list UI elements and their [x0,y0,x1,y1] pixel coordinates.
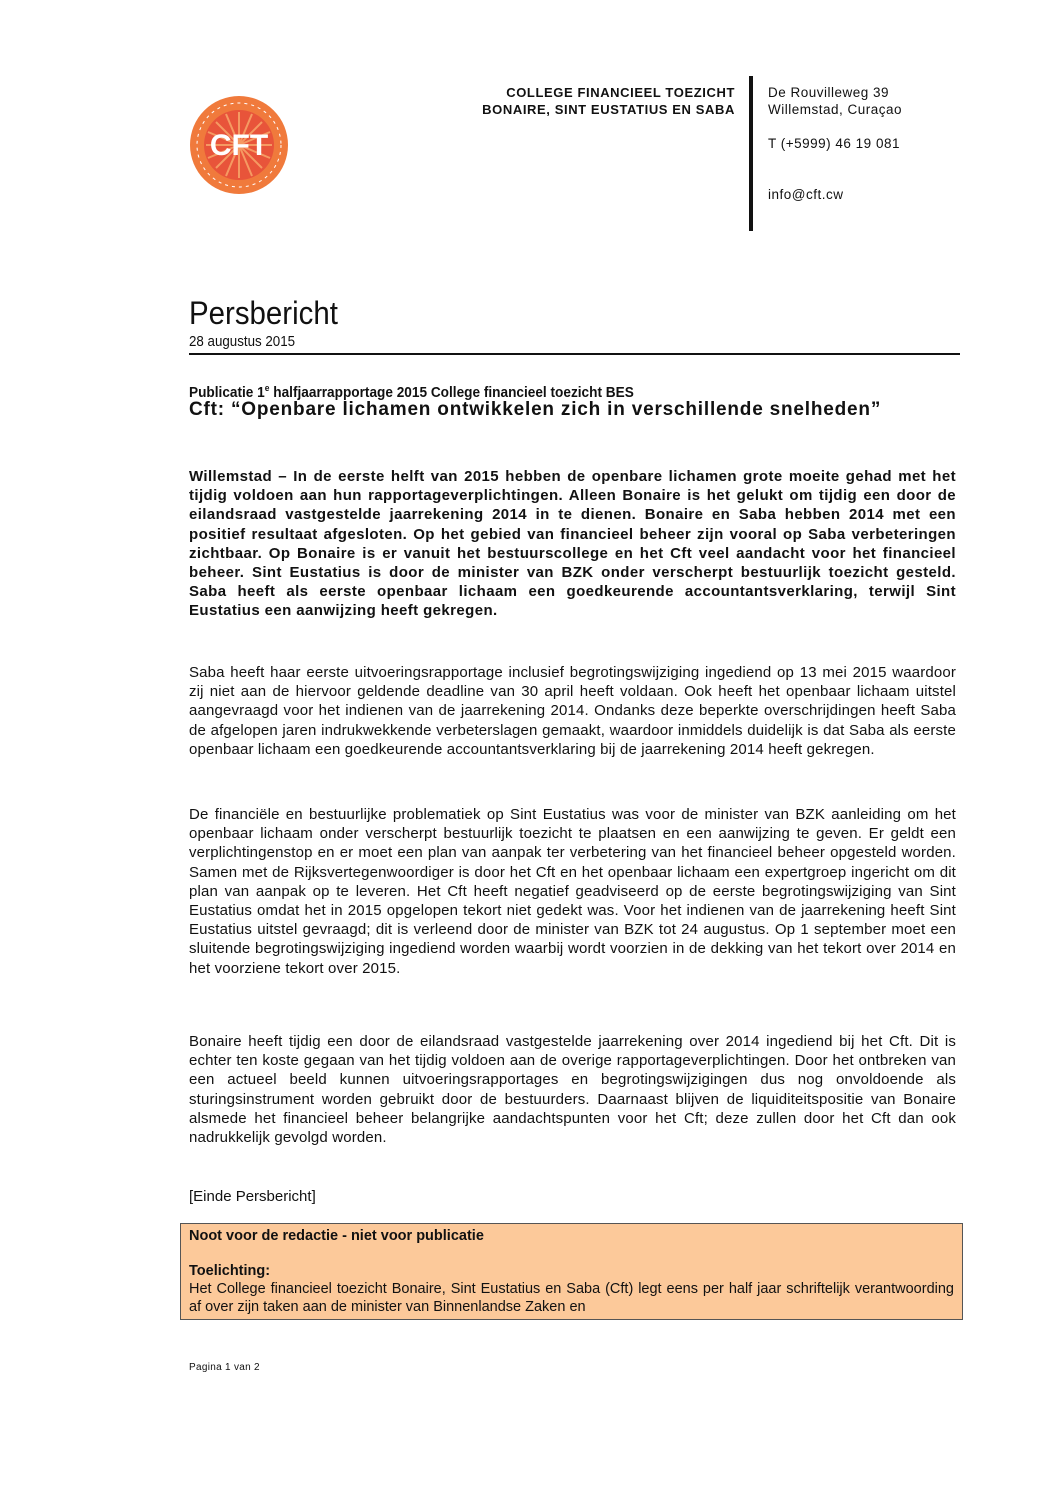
note-title: Noot voor de redactie - niet voor publicatie [189,1228,484,1244]
organization-line-2: BONAIRE, SINT EUSTATIUS EN SABA [482,102,735,117]
publication-prefix: Publicatie 1 [189,384,265,401]
publication-superscript: e [264,383,270,393]
title-rule [189,353,960,355]
lead-paragraph: Willemstad – In de eerste helft van 2015 hebben de openbare lichamen grote moeite gehad met het tijdig voldoen aan hun rapportageverplichtingen. Alleen Bonaire is het gelukt om tijdig een door de eilandsraad vastgestelde jaarrekening 2014 in te dienen. Bonaire en Saba hebben 2014 met een positief resultaat afgesloten. Op het gebied van financieel beheer zijn vooral op Saba verbeteringen zichtbaar. Op Bonaire is er vanuit het bestuurscollege en het Cft veel aandacht voor het financieel beheer. Sint Eustatius is door de minister van BZK onder verscherpt bestuurlijk toezicht gesteld. Saba heeft als eerste openbaar lichaam een goedkeurende accountantsverklaring, terwijl Sint Eustatius een aanwijzing heeft gekregen. [189,468,956,620]
address-line-1: De Rouvilleweg 39 [768,85,890,100]
address-line-2: Willemstad, Curaçao [768,102,903,117]
logo-text: CFT [209,129,269,162]
cft-logo [189,95,289,195]
body-paragraph-bonaire: Bonaire heeft tijdig een door de eilandsraad vastgestelde jaarrekening over 2014 ingediend bij het Cft. Dit is echter ten koste gegaan van het tijdig voldoen aan de overige rapportageverplichtingen. Door het ontbreken van een actueel beeld kunnen uitvoeringsrapportages en begrotingswijzigingen dus nog onvoldoende als sturingsinstrument worden gebruikt door de bestuurders. Daarnaast blijven de liquiditeitspositie van Bonaire alsmede het financieel beheer belangrijke aandachtspunten voor het Cft; deze zullen door het Cft dan ook nadrukkelijk gevolgd worden. [189,1033,956,1147]
email-address[interactable]: info@cft.cw [768,187,844,202]
contact-block [768,84,902,203]
end-marker: [Einde Persbericht] [189,1188,316,1205]
header-divider [749,76,753,231]
editor-note-box [180,1223,963,1320]
note-subtitle: Toelichting: [189,1263,271,1279]
note-body: Het College financieel toezicht Bonaire, Sint Eustatius en Saba (Cft) legt eens per half jaar schriftelijk verantwoording af over zijn taken aan de minister van Binnenlandse Zaken en [189,1281,954,1315]
document-title: Persbericht [189,295,338,331]
page-number: Pagina 1 van 2 [189,1362,260,1373]
body-paragraph-saba: Saba heeft haar eerste uitvoeringsrapportage inclusief begrotingswijziging ingediend op 13 mei 2015 waardoor zij niet aan de hiervoor geldende deadline van 30 april heeft voldaan. Ook heeft het openbaar lichaam uitstel aangevraagd voor het indienen van de jaarrekening 2014. Ondanks deze beperkte overschrijdingen heeft Saba de afgelopen jaren indrukwekkende verbeterslagen gemaakt, waardoor inmiddels duidelijk is dat Saba als eerste openbaar lichaam een goedkeurende accountantsverklaring bij de jaarrekening 2014 heeft gekregen. [189,664,956,758]
document-date: 28 augustus 2015 [189,334,296,350]
publication-suffix: halfjaarrapportage 2015 College financieel toezicht BES [269,384,634,401]
headline: Cft: “Openbare lichamen ontwikkelen zich in verschillende snelheden” [189,399,882,420]
organization-name [380,84,735,118]
phone-number: T (+5999) 46 19 081 [768,136,900,151]
organization-line-1: COLLEGE FINANCIEEL TOEZICHT [506,85,735,100]
body-paragraph-sint-eustatius: De financiële en bestuurlijke problematiek op Sint Eustatius was voor de minister van BZK aanleiding om het openbaar lichaam onder verscherpt bestuurlijk toezicht te plaatsen en een aanwijzing te geven. Er geldt een verplichtingenstop en er moet een plan van aanpak ter verbetering van het financieel beheer opgesteld worden. Samen met de Rijksvertegenwoordiger is door het Cft en het openbaar lichaam een expertgroep ingericht om dit plan van aanpak op te leveren. Het Cft heeft negatief geadviseerd op de eerste begrotingswijziging van Sint Eustatius omdat het in 2015 opgelopen tekort niet gedekt was. Voor het indienen van de jaarrekening heeft Sint Eustatius uitstel gevraagd; dit is verleend door de minister van BZK tot 24 augustus. Op 1 september moet een sluitende begrotingswijziging ingediend worden waarbij wordt voorzien in de dekking van het tekort over 2014 en het voorziene tekort over 2015. [189,806,956,977]
